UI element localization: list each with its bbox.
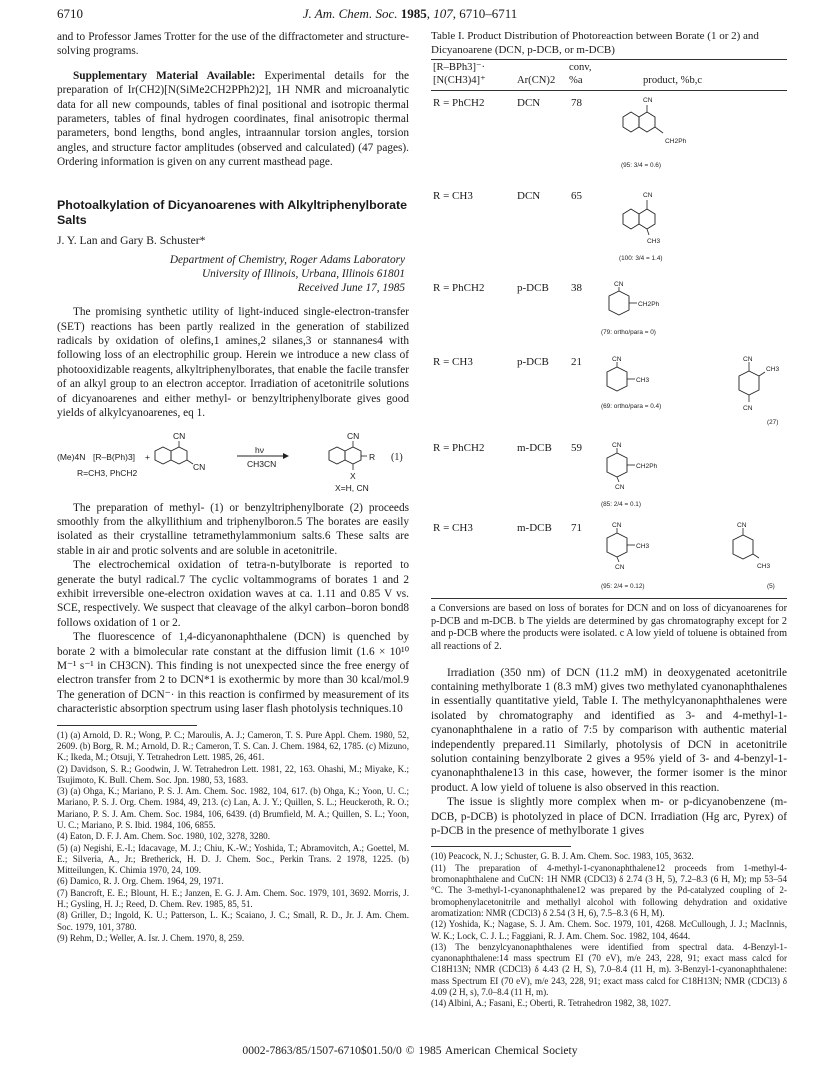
struct-label: CN bbox=[614, 281, 624, 289]
struct-label: CN bbox=[743, 405, 753, 413]
right-body-text bbox=[431, 666, 787, 839]
cell-conversion: 65 bbox=[571, 190, 582, 203]
page-number: 6710 bbox=[57, 6, 83, 21]
header-conversion-line-1: conv, bbox=[569, 62, 592, 74]
cell-arene: p-DCB bbox=[517, 356, 549, 369]
product-structure bbox=[591, 91, 781, 186]
product-caption: (5) bbox=[767, 583, 775, 591]
body-paragraph-1: The promising synthetic utility of light-induced single-electron-transfer (SET) reactions has been partly realized in the generation of stabilized radicals by oxidation of olefins,1 amines,2 silanes,3 or stannanes4 with following loss of an electrophilic group. Herein we introduce a new class of photooxidizable reagents, alkyltriphenylborates, that enable the facile transfer of an alkyl group to an electron acceptor. Irradiation of acetonitrile solutions of dicyanoarenes and either methyl- or benzyltriphenylborate gives good yields of alkylcyanoarenes, eq 1. bbox=[57, 306, 409, 420]
cell-arene: p-DCB bbox=[517, 282, 549, 295]
struct-label: CN bbox=[612, 522, 622, 530]
right-column bbox=[431, 30, 787, 1010]
cell-arene: m-DCB bbox=[517, 442, 552, 455]
struct-label: CN bbox=[612, 442, 622, 450]
product-structure bbox=[591, 278, 781, 352]
equation-product-r: R bbox=[369, 451, 376, 462]
running-head: J. Am. Chem. Soc. 1985, 107, 6710–6711 bbox=[302, 6, 518, 21]
table-row bbox=[431, 91, 787, 186]
footnotes-right bbox=[431, 851, 787, 1009]
footnote: (4) Eaton, D. F. J. Am. Chem. Soc. 1980, 102, 3278, 3280. bbox=[57, 831, 270, 842]
supplementary-paragraph bbox=[57, 69, 409, 170]
equation-borate: [R–B(Ph)3] bbox=[93, 451, 136, 462]
header-borate-line-1: [R–BPh3]⁻· bbox=[433, 62, 486, 74]
footnotes-left bbox=[57, 730, 409, 945]
product-caption: (79: ortho/para = 0) bbox=[601, 329, 656, 337]
table-caption bbox=[431, 30, 787, 57]
authors: J. Y. Lan and Gary B. Schuster* bbox=[57, 233, 206, 247]
supplementary-text: Experimental details for the preparation of Ir(CH2)[N(SiMe2CH2PPh2)2], 1H NMR and microanalytic data for all new compounds, tables of final positional and isotropic thermal parameters, tables of final hydrogen coordinates, final anisotropic thermal parameters, bond lengths, bond angles, intraannular torsion angles, torsion angles, and structure factor amplitudes (observed and calculated) (47 pages). Ordering information is given on any current masthead page. bbox=[57, 69, 409, 169]
left-column bbox=[57, 30, 409, 944]
table-row bbox=[431, 438, 787, 518]
table-row bbox=[431, 352, 787, 438]
supplementary-heading: Supplementary Material Available: bbox=[73, 69, 256, 82]
footnote: (13) The benzylcyanonaphthalenes were identified from spectral data. 4-Benzyl-1-cyanonaphthalene:14 mass spectrum EI (70 eV), m/e 243, 228, 91; exact mass calcd for C18H13N; NMR (CDCl3) δ 4.43 (2 H, S), 7.0–8.4 (11 H, m). 3-Benzyl-1-cyanonaphthalene: mass Spectrum EI (70 eV), m/e 243, 228, 91; exact mass calcd for C18H13N; NMR (CDCl3) δ 4.09 (2 H, s), 7.0–8.4 (11 H, m). bbox=[431, 941, 787, 997]
product-structure bbox=[591, 186, 781, 278]
product-structure bbox=[591, 518, 787, 598]
product-table bbox=[431, 59, 787, 599]
struct-label: CN bbox=[643, 192, 653, 200]
footnote: (14) Albini, A.; Fasani, E.; Oberti, R. Tetrahedron 1982, 38, 1027. bbox=[431, 998, 671, 1009]
product-caption: (100: 3/4 = 1.4) bbox=[619, 255, 663, 263]
journal-volume: 107 bbox=[433, 6, 453, 21]
header-conversion bbox=[569, 62, 592, 87]
header-borate-line-2: [N(CH3)4]⁺ bbox=[433, 74, 486, 86]
header-conversion-line-2: %a bbox=[569, 74, 583, 86]
equation-conditions-bottom: CH3CN bbox=[247, 458, 277, 469]
journal-pages: 6710–6711 bbox=[459, 6, 518, 21]
equation-x-definition: X=H, CN bbox=[335, 482, 369, 493]
footnote: (1) (a) Arnold, D. R.; Wong, P. C.; Maroulis, A. J.; Cameron, T. S. Pure Appl. Chem. 1980, 52, 2609. (b) Borg, R. M.; Arnold, D. R.; Cameron, T. S. Can. J. Chem. 1984, 62, 1785. (c) Mizuno, K.; Ikeda, M.; Otsuji, Y. Tetrahedron Lett. 1985, 26, 461. bbox=[57, 729, 409, 763]
equation-cn-3: CN bbox=[347, 430, 360, 441]
equation-product-x: X bbox=[350, 470, 356, 481]
cell-borate: R = CH3 bbox=[433, 522, 473, 535]
body-paragraph-3: The electrochemical oxidation of tetra-n-butylborate is reported to generate the butyl radical.7 The cyclic voltammograms of borates 1 and 2 exhibit irreversible one-electron oxidation waves at ca. 1.11 and 0.85 V vs. SCE, respectively. We suspect that cleavage of the alkyl carbon–boron bond8 follows oxidation of 1 or 2. bbox=[57, 559, 409, 629]
received-date: Received June 17, 1985 bbox=[297, 282, 405, 295]
struct-label: CH2Ph bbox=[636, 463, 658, 471]
equation-1 bbox=[57, 431, 409, 493]
footnote: (3) (a) Ohga, K.; Mariano, P. S. J. Am. Chem. Soc. 1982, 104, 617. (b) Ohga, K.; Yoon, U. C.; Mariano, P. S. J. Org. Chem. 1984, 49, 213. (c) Lan, A. J. Y.; Quillen, S. L.; Heuckeroth, R. O.; Mariano, P. S. J. Am. Chem. Soc. 1984, 106, 6439. (d) Brumfield, M. A.; Quillen, S. L.; Yoon, U. C.; Mariano, P. S. Ibid. 1984, 106, 6855. bbox=[57, 786, 409, 830]
equation-number: (1) bbox=[391, 451, 403, 463]
equation-r-definition: R=CH3, PhCH2 bbox=[77, 467, 138, 478]
footnote: (2) Davidson, S. R.; Goodwin, J. W. Tetrahedron Lett. 1981, 22, 163. Ohashi, M.; Miyake, K.; Tsujimoto, K. Bull. Chem. Soc. Jpn. 1980, 53, 1683. bbox=[57, 763, 409, 785]
cell-conversion: 21 bbox=[571, 356, 582, 369]
equation-cn-2: CN bbox=[193, 461, 206, 472]
cell-conversion: 38 bbox=[571, 282, 582, 295]
product-caption: (95: 3/4 = 0.6) bbox=[621, 162, 661, 170]
footnote: (6) Damico, R. J. Org. Chem. 1964, 29, 1971. bbox=[57, 876, 224, 887]
header-borate bbox=[433, 62, 486, 87]
body-paragraph-4: The fluorescence of 1,4-dicyanonaphthalene (DCN) is quenched by borate 2 with a bimolecular rate constant at the diffusion limit (1.6 × 10¹⁰ M⁻¹ s⁻¹ in CH3CN). This finding is not unexpected since the free energy of electron transfer from 2 to DCN*1 is exothermic by more than 30 kcal/mol.9 The generation of DCN⁻· in this reaction is confirmed by measurement of its characteristic absorption spectrum using laser flash photolysis techniques.10 bbox=[57, 631, 409, 716]
struct-label: CN bbox=[643, 97, 653, 105]
cell-borate: R = PhCH2 bbox=[433, 97, 485, 110]
struct-label: CH2Ph bbox=[638, 301, 660, 309]
journal-year: 1985 bbox=[400, 6, 427, 21]
product-caption: (69: ortho/para = 0.4) bbox=[601, 403, 662, 411]
footnote: (10) Peacock, N. J.; Schuster, G. B. J. Am. Chem. Soc. 1983, 105, 3632. bbox=[431, 851, 694, 862]
body-paragraph-6: The issue is slightly more complex when m- or p-dicyanobenzene (m-DCB, p-DCB) is photolyzed in place of DCN. Irradiation (Hg arc, Pyrex) of p-DCB in the presence of methylborate 1 gives bbox=[431, 796, 787, 838]
struct-label: CN bbox=[615, 484, 625, 492]
struct-label: CN bbox=[743, 356, 753, 364]
footnote-rule bbox=[431, 846, 571, 847]
equation-conditions-top: hν bbox=[255, 444, 264, 455]
cell-arene: DCN bbox=[517, 190, 541, 203]
equation-plus: + bbox=[145, 451, 150, 462]
footnote: (7) Bancroft, E. E.; Blount, H. E.; Janzen, E. G. J. Am. Chem. Soc. 1979, 101, 3692. Morris, J. H.; Gysling, H. J.; Reed, D. Chem. Rev. 1985, 85, 51. bbox=[57, 887, 409, 910]
cell-borate: R = PhCH2 bbox=[433, 282, 485, 295]
header-arene: Ar(CN)2 bbox=[517, 75, 556, 87]
equation-cn-1: CN bbox=[173, 430, 186, 441]
struct-label: CN bbox=[612, 356, 622, 364]
cell-borate: R = CH3 bbox=[433, 190, 473, 203]
header-product: product, %b,c bbox=[643, 75, 703, 87]
table-footnotes: a Conversions are based on loss of borates for DCN and on loss of dicyanoarenes for p-DCB and m-DCB. b The yields are determined by gas chromatography except for 2 and p-DCB where the products were isolated. c A low yield of toluene is obtained from all reactions of 2. bbox=[431, 603, 787, 652]
cell-arene: DCN bbox=[517, 97, 541, 110]
product-structure bbox=[591, 352, 787, 438]
struct-label: CN bbox=[615, 564, 625, 572]
cell-conversion: 59 bbox=[571, 442, 582, 455]
struct-label: CH3 bbox=[636, 543, 650, 551]
body-paragraph-5: Irradiation (350 nm) of DCN (11.2 mM) in deoxygenated acetonitrile containing methylborate 1 (8.3 mM) gives two methylated cyanonaphthalenes in essentially quantitative yield, Table I. The methylcyanonaphthalenes were isolated by chromatography and identified as 3- and 4-methyl-1-cyanonaphthalene in a ratio of 7:5 by comparison with authentic material independently prepared.11 Similarly, photolysis of DCN in acetonitrile solution containing benzylborate 2 gives a 95% yield of 3- and 4-benzyl-1-cyanonaphthalene13 in this case, however, the former isomer is the minor product. A low yield of toluene is also observed in this reaction. bbox=[431, 666, 787, 794]
footnote: (11) The preparation of 4-methyl-1-cyanonaphthalene12 proceeds from 1-methyl-4-bromonaphthalene and CuCN: 1H NMR (CDCl3) δ 2.74 (3 H, 5), 7.2–8.3 (6 H, M); mp 53–54 °C. The 3-methyl-1-cyanonaphthalene12 was prepared by the Pd-catalyzed coupling of 2-bromophenylacetonitrile and methallyl alcohol with following dehydration and oxidative aromatization: NMR (CDCl3) δ 2.54 (3 H, 6), 7.5–8.3 (6 H, M). bbox=[431, 862, 787, 918]
table-header bbox=[431, 59, 787, 91]
footnote: (8) Griller, D.; Ingold, K. U.; Patterson, L. K.; Scaiano, J. C.; Small, R. D., Jr. J. Am. Chem. Soc. 1979, 101, 3780. bbox=[57, 910, 409, 932]
affiliation-line-2: University of Illinois, Urbana, Illinois 61801 bbox=[201, 267, 405, 280]
struct-label: CH3 bbox=[766, 366, 780, 374]
cell-borate: R = CH3 bbox=[433, 356, 473, 369]
product-caption: (27) bbox=[767, 419, 779, 427]
body-paragraph-2: The preparation of methyl- (1) or benzyltriphenylborate (2) proceeds smoothly from the alkyllithium and triphenylboron.5 The borates are easily isolated as their crystalline tetramethylammonium salts.6 These salts are stable in air and protic solvents and are soluble in acetonitrile. bbox=[57, 501, 409, 557]
table-title: Product Distribution of Photoreaction between Borate (1 or 2) and Dicyanoarene (DCN, p-DCB, or m-DCB) bbox=[431, 30, 759, 56]
article-title: Photoalkylation of Dicyanoarenes with Alkyltriphenylborate Salts bbox=[57, 197, 407, 227]
struct-label: CH3 bbox=[757, 563, 771, 571]
product-caption: (85: 2/4 = 0.1) bbox=[601, 501, 641, 509]
table-bottom-rule bbox=[431, 598, 787, 599]
table-row bbox=[431, 186, 787, 278]
table-label: Table I. bbox=[431, 30, 465, 42]
footnote: (5) (a) Negishi, E.-I.; Idacavage, M. J.; Chiu, K.-W.; Yoshida, T.; Abramovitch, A.; Goettel, M. E.; Silveria, A., Jr.; Bretherick, H. D. J. Chem. Soc., Perkin Trans. 2 1978, 1225. (b) Mitteilungen, K. Chimia 1970, 24, 109. bbox=[57, 842, 409, 876]
cell-arene: m-DCB bbox=[517, 522, 552, 535]
footnote: (9) Rehm, D.; Weller, A. Isr. J. Chem. 1970, 8, 259. bbox=[57, 932, 245, 943]
table-row bbox=[431, 278, 787, 352]
footnote: (12) Yoshida, K.; Nagase, S. J. Am. Chem. Soc. 1979, 101, 4268. McCullough, J. J.; MacInnis, W. K.; Lock, C. J. L.; Faggiani, R. J. Am. Chem. Soc. 1982, 104, 4644. bbox=[431, 919, 787, 941]
journal-name: J. Am. Chem. Soc. bbox=[302, 6, 398, 21]
struct-label: CH3 bbox=[647, 238, 661, 246]
cell-conversion: 71 bbox=[571, 522, 582, 535]
cell-borate: R = PhCH2 bbox=[433, 442, 485, 455]
struct-label: CN bbox=[737, 522, 747, 530]
equation-reagent: (Me)4N bbox=[57, 451, 86, 462]
cell-conversion: 78 bbox=[571, 97, 582, 110]
page-footer: 0002-7863/85/1507-6710$01.50/0 © 1985 American Chemical Society bbox=[242, 1044, 578, 1057]
table-row bbox=[431, 518, 787, 598]
affiliation-line-1: Department of Chemistry, Roger Adams Laboratory bbox=[169, 253, 405, 266]
product-structure bbox=[591, 438, 781, 518]
struct-label: CH2Ph bbox=[665, 138, 687, 146]
affiliation bbox=[57, 253, 409, 296]
product-caption: (95: 2/4 = 0.12) bbox=[601, 583, 645, 591]
footnote-rule bbox=[57, 725, 197, 726]
struct-label: CH3 bbox=[636, 377, 650, 385]
acknowledgment-text: and to Professor James Trotter for the use of the diffractometer and structure-solving programs. bbox=[57, 31, 409, 58]
